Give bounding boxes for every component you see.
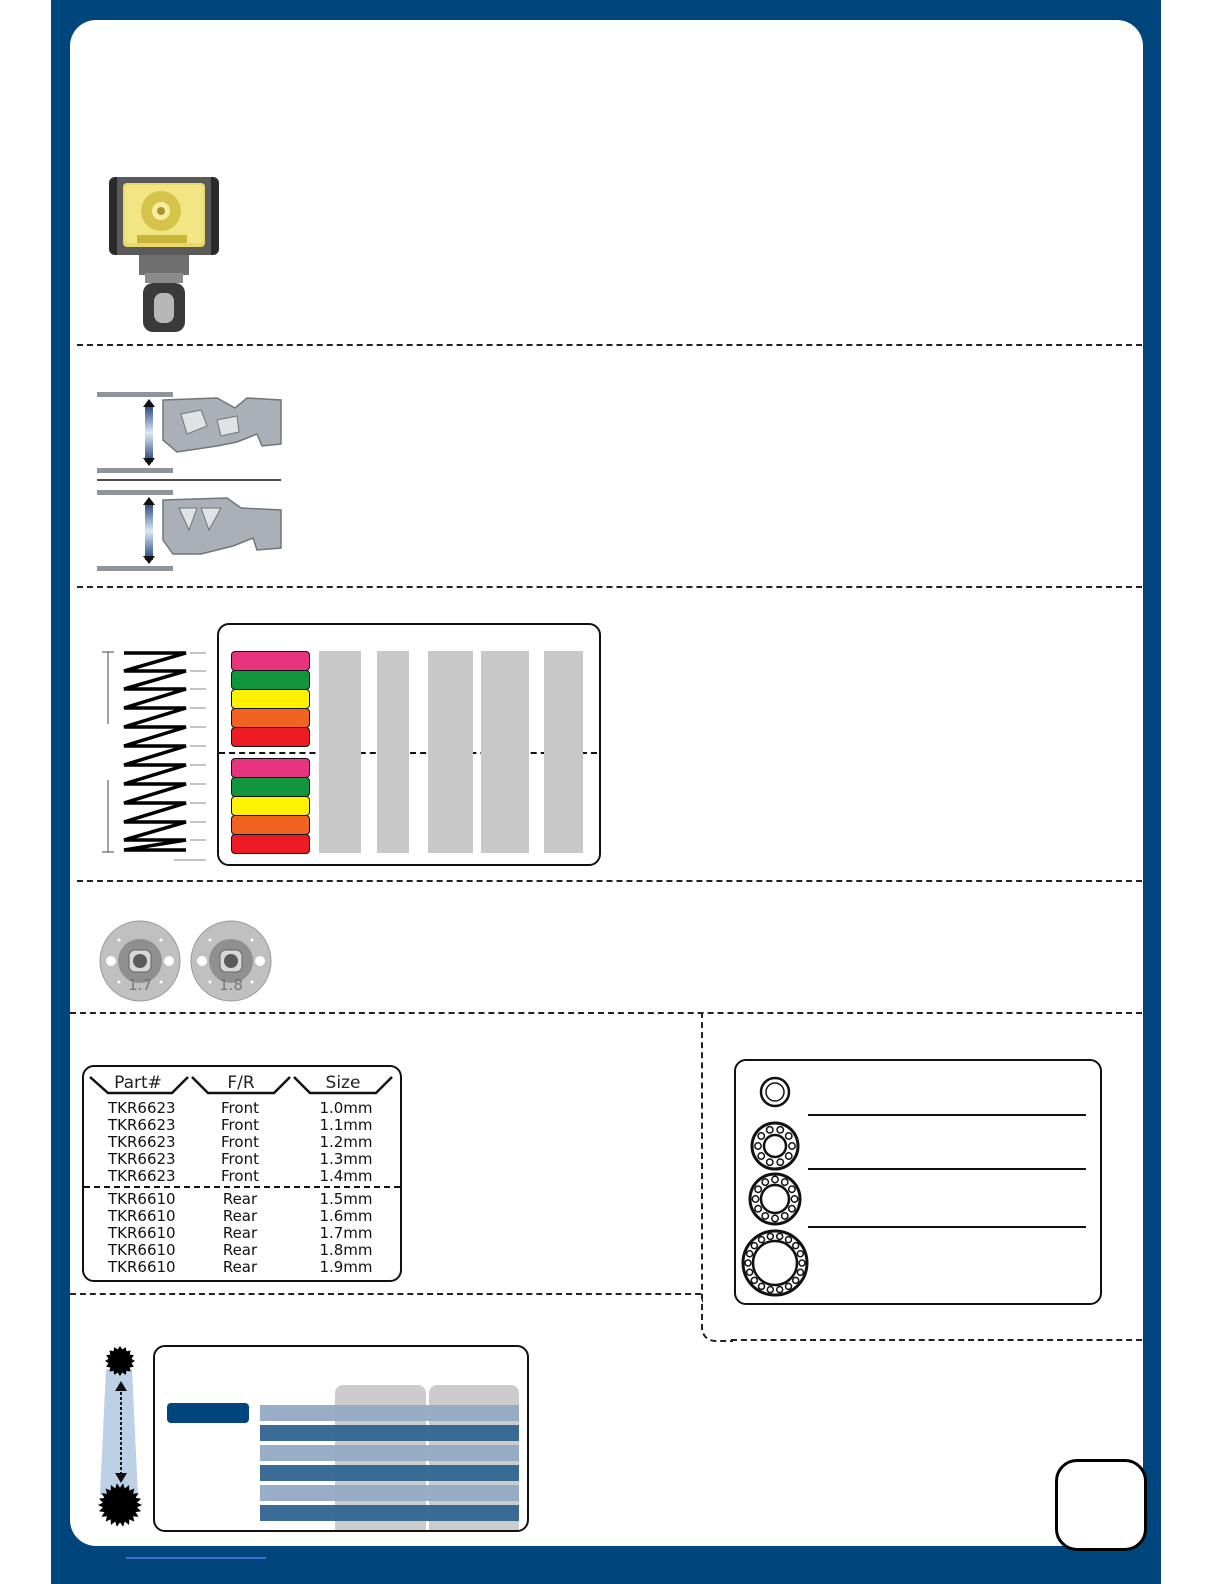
- cell-size: 1.1mm: [319, 1116, 373, 1134]
- cell-fr: Rear: [222, 1258, 258, 1276]
- cell-size: 1.6mm: [319, 1207, 373, 1225]
- table-row: [84, 1168, 400, 1185]
- cell-size: 1.4mm: [319, 1167, 373, 1185]
- gear-icon: [98, 1345, 144, 1531]
- table-row: [84, 1117, 400, 1134]
- chart-column: [377, 651, 409, 853]
- table-row: [84, 1208, 400, 1225]
- section-divider: [731, 1339, 1142, 1341]
- cell-part: TKR6610: [108, 1207, 176, 1225]
- header-part: Part#: [114, 1073, 162, 1093]
- gear-chart-row: [260, 1405, 519, 1421]
- spring-color-swatch: [231, 796, 310, 816]
- spring-rate-chart: [217, 623, 601, 866]
- spring-color-swatch: [231, 727, 310, 747]
- gear-chart-row: [260, 1485, 519, 1501]
- table-row: [84, 1134, 400, 1151]
- section-divider: [77, 880, 1142, 882]
- cell-part: TKR6623: [108, 1150, 176, 1168]
- header-size: Size: [325, 1073, 361, 1093]
- spring-color-swatch: [231, 689, 310, 709]
- cell-size: 1.0mm: [319, 1099, 373, 1117]
- section-divider-corner: [701, 1300, 733, 1342]
- gear-chart-row: [260, 1465, 519, 1481]
- table-row: [84, 1242, 400, 1259]
- spring-color-swatch: [231, 651, 310, 671]
- cell-fr: Front: [221, 1150, 259, 1168]
- spring-color-swatch: [231, 708, 310, 728]
- table-row: [84, 1225, 400, 1242]
- table-row: [84, 1151, 400, 1168]
- cell-fr: Rear: [222, 1224, 258, 1242]
- cell-part: TKR6610: [108, 1258, 176, 1276]
- gear-chart-row: [260, 1505, 519, 1521]
- header-fr: F/R: [227, 1073, 255, 1093]
- cell-size: 1.9mm: [319, 1258, 373, 1276]
- chart-column: [428, 651, 473, 853]
- cell-part: TKR6623: [108, 1099, 176, 1117]
- table-divider: [84, 1186, 400, 1188]
- gear-ratio-chart: [153, 1345, 529, 1532]
- section-divider: [77, 344, 1142, 346]
- suspension-arm-icon: [97, 390, 283, 572]
- spring-color-swatch: [231, 670, 310, 690]
- cell-size: 1.3mm: [319, 1150, 373, 1168]
- gear-label-bar: [167, 1403, 249, 1423]
- piston-size-label: 1.7: [128, 976, 152, 994]
- bearing-icon: [736, 1061, 1100, 1303]
- cell-part: TKR6610: [108, 1224, 176, 1242]
- footer-link[interactable]: [126, 1557, 266, 1559]
- gear-chart-row: [260, 1445, 519, 1461]
- cell-fr: Rear: [222, 1207, 258, 1225]
- page-number-box: [1055, 1459, 1147, 1551]
- cell-part: TKR6623: [108, 1133, 176, 1151]
- cell-fr: Front: [221, 1116, 259, 1134]
- cell-size: 1.5mm: [319, 1190, 373, 1208]
- spring-color-swatch: [231, 815, 310, 835]
- table-row: [84, 1191, 400, 1208]
- section-divider: [70, 1293, 701, 1295]
- spring-color-swatch: [231, 834, 310, 854]
- chart-column: [481, 651, 529, 853]
- cell-size: 1.2mm: [319, 1133, 373, 1151]
- differential-icon: [109, 177, 219, 332]
- cell-fr: Front: [221, 1099, 259, 1117]
- section-divider: [70, 1012, 1142, 1014]
- cell-part: TKR6623: [108, 1167, 176, 1185]
- shim-table: [82, 1065, 402, 1282]
- cell-size: 1.7mm: [319, 1224, 373, 1242]
- spring-color-swatch: [231, 758, 310, 778]
- chart-column: [319, 651, 361, 853]
- cell-part: TKR6623: [108, 1116, 176, 1134]
- piston-size-label: 1.8: [219, 976, 243, 994]
- cell-part: TKR6610: [108, 1241, 176, 1259]
- gear-chart-row: [260, 1425, 519, 1441]
- section-divider: [77, 586, 1142, 588]
- cell-fr: Rear: [222, 1241, 258, 1259]
- cell-fr: Front: [221, 1133, 259, 1151]
- cell-fr: Rear: [222, 1190, 258, 1208]
- cell-part: TKR6610: [108, 1190, 176, 1208]
- cell-size: 1.8mm: [319, 1241, 373, 1259]
- bearing-chart: [734, 1059, 1102, 1305]
- table-row: [84, 1100, 400, 1117]
- chart-column: [544, 651, 583, 853]
- section-divider-vertical: [701, 1012, 703, 1330]
- spring-color-swatch: [231, 777, 310, 797]
- cell-fr: Front: [221, 1167, 259, 1185]
- spring-icon: [100, 640, 210, 862]
- table-row: [84, 1259, 400, 1276]
